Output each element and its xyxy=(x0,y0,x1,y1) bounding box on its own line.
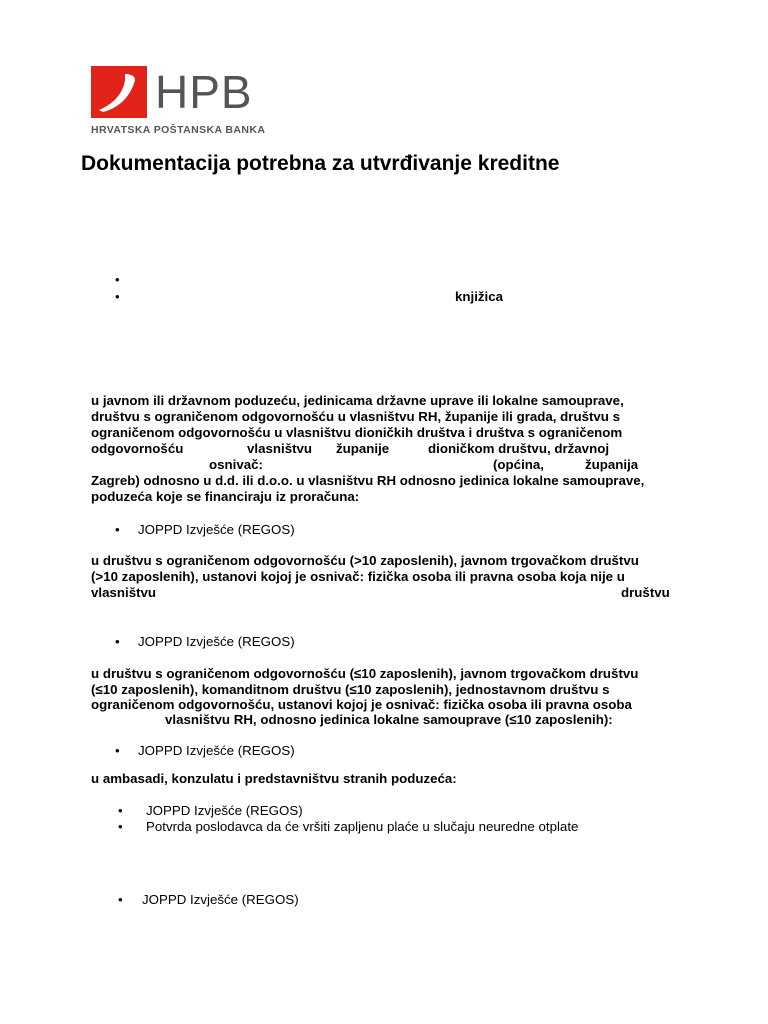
paragraph-line: (>10 zaposlenih), ustanovi kojoj je osnivač: fizička osoba ili pravna osoba koja nije u xyxy=(91,569,625,584)
logo-swoosh-icon xyxy=(91,66,147,118)
bullet-dot: • xyxy=(115,289,120,304)
logo-brand-text: HPB xyxy=(155,66,253,118)
paragraph-line: (≤10 zaposlenih), komanditnom društvu (≤10 zaposlenih), jednostavnom društvu s xyxy=(91,682,610,697)
paragraph-line: ograničenom odgovornošću, ustanovi kojoj je osnivač: fizička osoba ili pravna osoba xyxy=(91,697,632,712)
paragraph-line: ograničenom odgovornošću u vlasništvu dioničkih društva i društva s ograničenom xyxy=(91,425,623,440)
paragraph-line: u društvu s ograničenom odgovornošću (>10 zaposlenih), javnom trgovačkom društvu xyxy=(91,553,639,568)
bullet-dot: • xyxy=(118,819,123,834)
logo-subtitle: HRVATSKA POŠTANSKA BANKA xyxy=(91,124,266,136)
bullet-dot: • xyxy=(118,803,123,818)
hpb-logo-mark xyxy=(91,66,147,118)
list-item: • Potvrda poslodavca da će vršiti zapljenu plaće u slučaju neuredne otplate xyxy=(118,819,579,834)
paragraph-line: u javnom ili državnom poduzeću, jedinicama državne uprave ili lokalne samouprave, xyxy=(91,393,624,408)
bullet-dot: • xyxy=(115,743,120,758)
paragraph-line: Zagreb) odnosno u d.d. ili d.o.o. u vlasništvu RH odnosno jedinica lokalne samouprave, xyxy=(91,473,645,488)
bullet-dot: • xyxy=(115,634,120,649)
bullet-dot: • xyxy=(118,892,123,907)
list-item: • JOPPD Izvješće (REGOS) xyxy=(115,522,295,537)
list-item: • JOPPD Izvješće (REGOS) xyxy=(118,803,303,818)
list-item: knjižica xyxy=(455,289,504,304)
section-heading: u ambasadi, konzulatu i predstavništvu stranih poduzeća: xyxy=(91,771,457,786)
list-item: • JOPPD Izvješće (REGOS) xyxy=(115,634,295,649)
page-title: Dokumentacija potrebna za utvrđivanje kreditne xyxy=(81,152,560,175)
list-item: • JOPPD Izvješće (REGOS) xyxy=(115,743,295,758)
paragraph-line: poduzeća koje se financiraju iz proračuna: xyxy=(91,489,360,504)
bullet-dot: • xyxy=(115,522,120,537)
list-item: • JOPPD Izvješće (REGOS) xyxy=(118,892,299,907)
paragraph-line: društvu s ograničenom odgovornošću u vlasništvu RH, županije ili grada, društvu s xyxy=(91,409,621,424)
paragraph-line: u društvu s ograničenom odgovornošću (≤10 zaposlenih), javnom trgovačkom društvu xyxy=(91,666,639,681)
bullet-dot: • xyxy=(115,272,120,287)
